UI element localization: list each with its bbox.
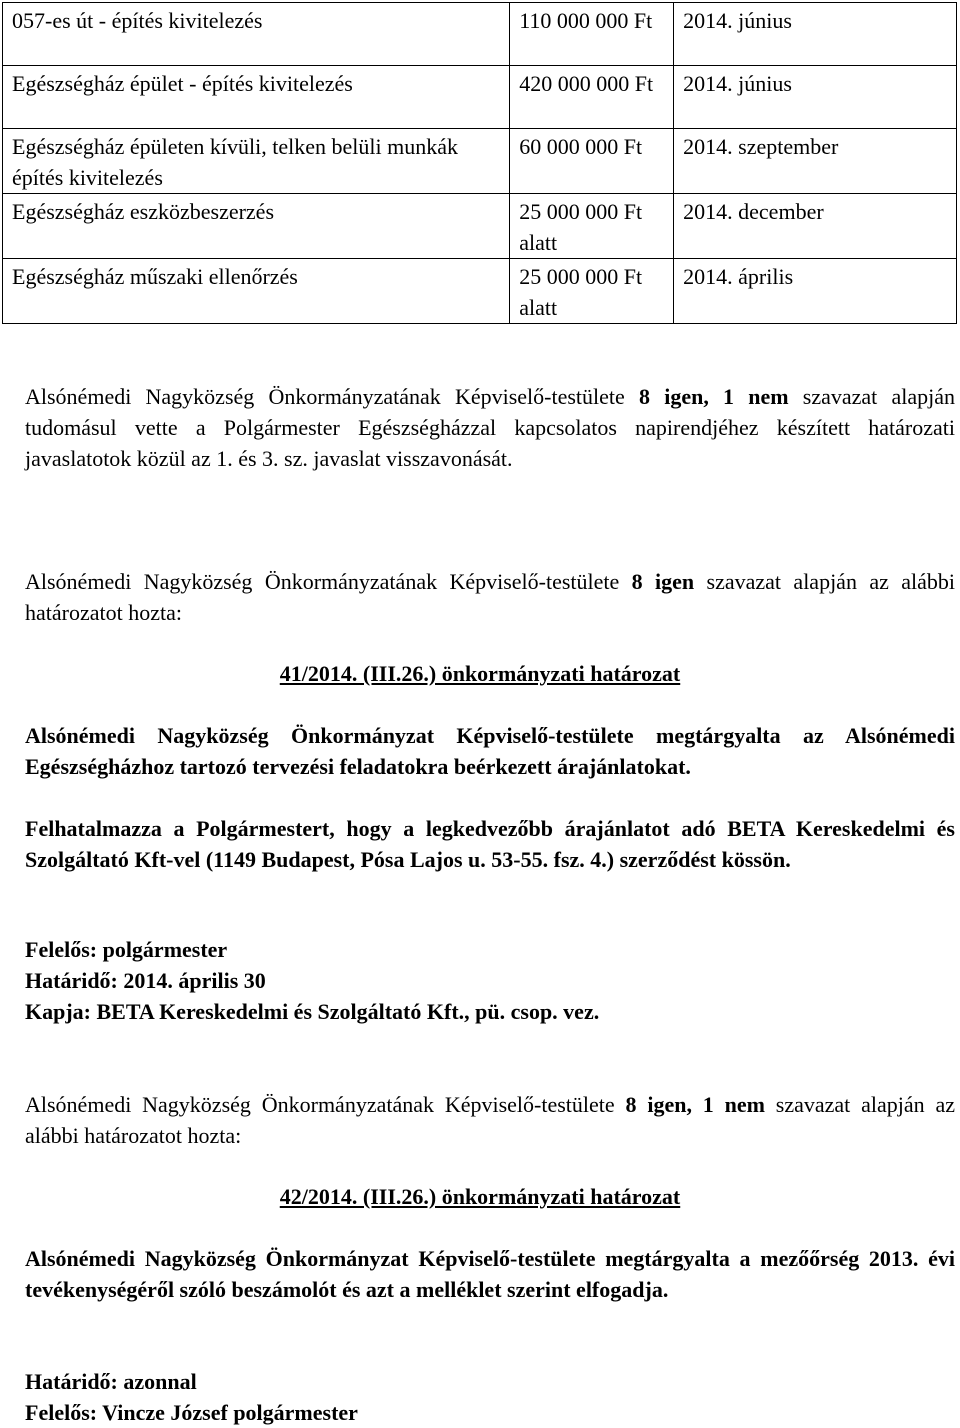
date-cell: 2014. április bbox=[674, 259, 957, 324]
resolution-42-paragraph-1: Alsónémedi Nagyközség Önkormányzat Képviselő-testülete megtárgyalta a mezőőrség 2013. évi tevékenységéről szóló beszámolót és azt a melléklet szerint elfogadja. bbox=[25, 1246, 955, 1302]
vote-text: Alsónémedi Nagyközség Önkormányzatának Képviselő-testülete bbox=[25, 384, 639, 409]
date-cell: 2014. december bbox=[674, 194, 957, 259]
table-row bbox=[3, 194, 957, 259]
amount-cell: 60 000 000 Ft bbox=[510, 129, 674, 194]
schedule-table bbox=[2, 2, 957, 324]
vote-paragraph-2 bbox=[25, 566, 955, 628]
item-cell: 057-es út - építés kivitelezés bbox=[3, 3, 510, 66]
vote-text: szavazat alapján az alábbi határozatot hozta: bbox=[25, 1092, 956, 1148]
resolution-41-paragraph-1: Alsónémedi Nagyközség Önkormányzat Képviselő-testülete megtárgyalta az Alsónémedi Egészségházhoz tartozó tervezési feladatokra beérkezett árajánlatokat. bbox=[25, 723, 955, 779]
vote-paragraph-1 bbox=[25, 381, 955, 474]
resolution-41-recipient: Kapja: BETA Kereskedelmi és Szolgáltató Kft., pü. csop. vez. bbox=[25, 999, 600, 1024]
date-cell: 2014. június bbox=[674, 66, 957, 129]
resolution-title-42: 42/2014. (III.26.) önkormányzati határozat bbox=[279, 1184, 681, 1209]
resolution-42-responsible: Felelős: Vincze József polgármester bbox=[25, 1400, 358, 1425]
vote-text: szavazat alapján tudomásul vette a Polgármester Egészségházzal kapcsolatos napirendjéhez készített határozati javaslatotok közül az 1. és 3. sz. javaslat visszavonását. bbox=[25, 384, 956, 471]
date-cell: 2014. június bbox=[674, 3, 957, 66]
table-row bbox=[3, 129, 957, 194]
resolution-42-deadline: Határidő: azonnal bbox=[25, 1369, 197, 1394]
vote-count: 8 igen bbox=[631, 569, 695, 594]
item-cell: Egészségház eszközbeszerzés bbox=[3, 194, 510, 259]
vote-count: 8 igen, 1 nem bbox=[639, 384, 789, 409]
table-row bbox=[3, 66, 957, 129]
vote-paragraph-3 bbox=[25, 1089, 955, 1151]
amount-cell: 25 000 000 Ft alatt bbox=[510, 194, 674, 259]
vote-text: Alsónémedi Nagyközség Önkormányzatának Képviselő-testülete bbox=[25, 569, 632, 594]
item-cell: Egészségház műszaki ellenőrzés bbox=[3, 259, 510, 324]
item-cell: Egészségház épületen kívüli, telken belüli munkák építés kivitelezés bbox=[3, 129, 510, 194]
resolution-41-deadline: Határidő: 2014. április 30 bbox=[25, 968, 266, 993]
table-row bbox=[3, 3, 957, 66]
resolution-41-paragraph-2: Felhatalmazza a Polgármestert, hogy a legkedvezőbb árajánlatot adó BETA Kereskedelmi és Szolgáltató Kft-vel (1149 Budapest, Pósa Lajos u. 53-55. fsz. 4.) szerződést kössön. bbox=[25, 816, 955, 872]
item-cell: Egészségház épület - építés kivitelezés bbox=[3, 66, 510, 129]
table-row bbox=[3, 259, 957, 324]
vote-text: Alsónémedi Nagyközség Önkormányzatának Képviselő-testülete bbox=[25, 1092, 626, 1117]
amount-cell: 110 000 000 Ft bbox=[510, 3, 674, 66]
vote-count: 8 igen, 1 nem bbox=[625, 1092, 765, 1117]
vote-text: szavazat alapján az alábbi határozatot hozta: bbox=[25, 569, 955, 625]
amount-cell: 25 000 000 Ft alatt bbox=[510, 259, 674, 324]
resolution-41-responsible: Felelős: polgármester bbox=[25, 937, 228, 962]
amount-cell: 420 000 000 Ft bbox=[510, 66, 674, 129]
date-cell: 2014. szeptember bbox=[674, 129, 957, 194]
resolution-title-41: 41/2014. (III.26.) önkormányzati határozat bbox=[279, 661, 681, 686]
